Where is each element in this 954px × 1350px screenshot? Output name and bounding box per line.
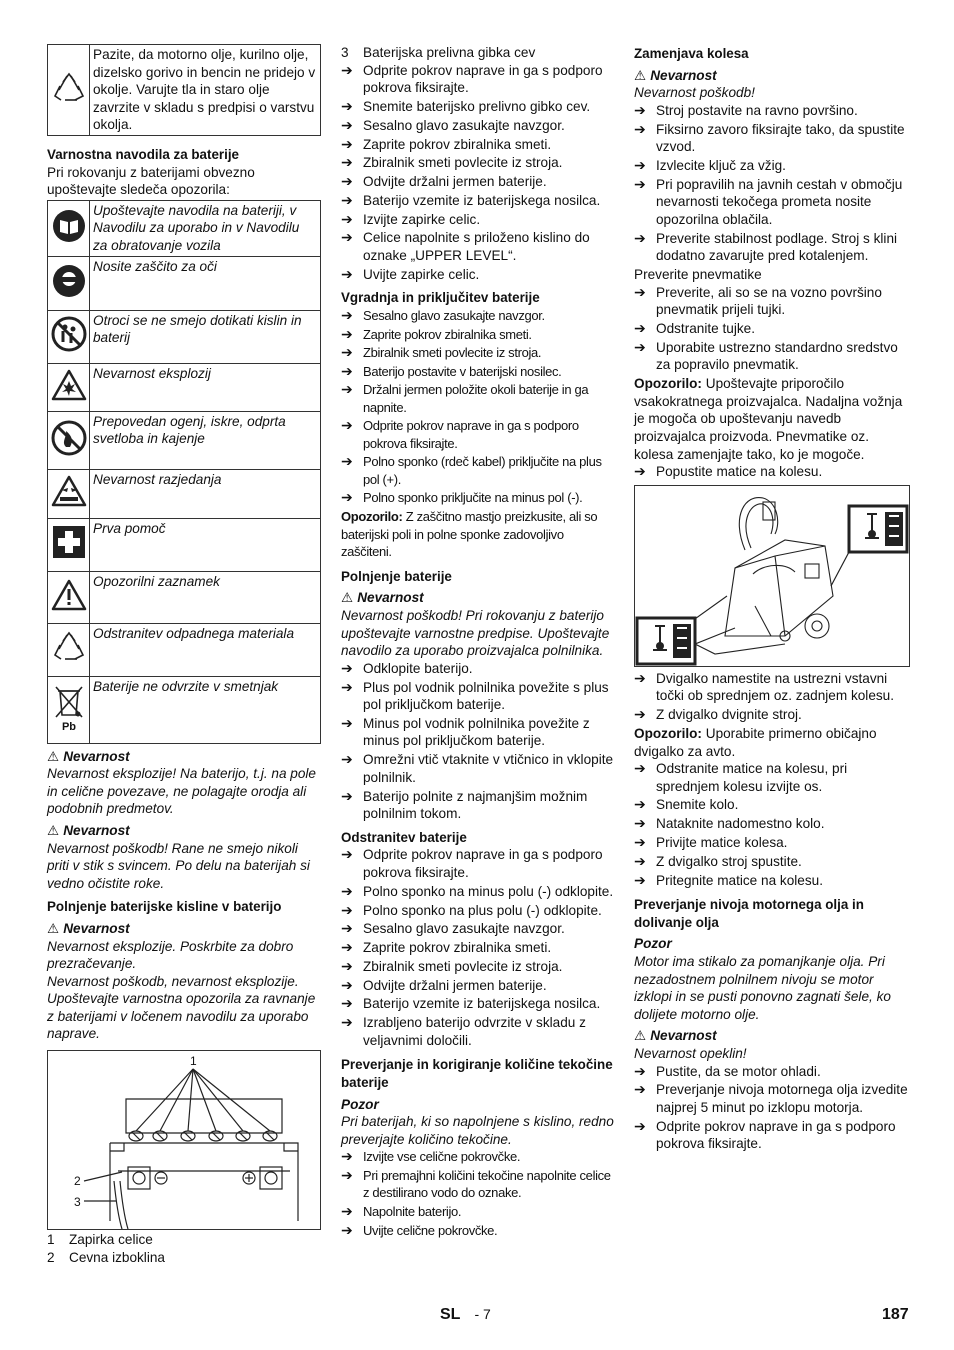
step-item [341,1203,617,1220]
arrow-right-icon: ➔ [634,120,646,137]
arrow-right-icon: ➔ [341,995,353,1012]
step-item [341,62,617,97]
step-item [634,1118,910,1153]
arrow-right-icon: ➔ [341,61,353,78]
arrow-right-icon: ➔ [341,453,353,470]
symbol-row [48,363,321,411]
warning-label: ⚠ Nevarnost [634,67,717,83]
symbol-text: Nosite zaščito za oči [90,256,321,310]
step-item [341,1148,617,1165]
arrow-right-icon: ➔ [341,489,353,506]
footer-language: SL - 7 [440,1306,491,1323]
caution-label: Pozor [341,1096,379,1112]
step-text: Pri premajhni količini tekočine napolnite celice z destilirano vodo do oznake. [363,1168,611,1201]
figure-label-2: 2 [74,1174,81,1189]
corrosion-hazard-icon [51,475,87,507]
step-item [634,121,910,156]
step-text: Zbiralnik smeti povlecite iz stroja. [363,958,563,974]
step-item [634,102,910,120]
step-item [634,706,910,724]
arrow-right-icon: ➔ [634,320,646,337]
step-item [341,1222,617,1239]
step-item [341,344,617,361]
step-text: Uvijte zapirke celic. [363,266,480,282]
symbol-text: Baterije ne odvrzite v smetnjak [90,676,321,743]
step-text: Baterijo vzemite iz baterijskega nosilca. [363,996,601,1012]
first-aid-icon [52,525,86,559]
step-text: Odstranite matice na kolesu, pri sprednjem kolesu izvijte os. [656,761,848,794]
step-item [634,320,910,338]
arrow-right-icon: ➔ [341,976,353,993]
no-fire-icon [51,420,87,456]
step-item [341,211,617,229]
column-middle [341,44,617,1240]
step-item [341,846,617,881]
arrow-right-icon: ➔ [634,834,646,851]
step-item [341,453,617,488]
recycle-note-table [47,44,321,136]
arrow-right-icon: ➔ [341,751,353,768]
charging-heading: Polnjenje baterije [341,568,452,584]
step-item [634,463,910,481]
step-item [341,381,617,416]
step-text: Napolnite baterijo. [363,1204,462,1219]
step-item [634,284,910,319]
symbol-text: Odstranitev odpadnega materiala [90,623,321,676]
symbol-icon-cell [48,518,90,571]
step-item [341,977,617,995]
symbol-icon-cell [48,363,90,411]
warning-label: ⚠ Nevarnost [47,748,130,764]
arrow-right-icon: ➔ [341,191,353,208]
arrow-right-icon: ➔ [341,265,353,282]
step-text: Držalni jermen položite okoli baterije in ga napnite. [363,382,589,415]
arrow-right-icon: ➔ [341,97,353,114]
legend-item: 3 Baterijska prelivna gibka cev [341,45,536,60]
symbol-icon-cell [48,623,90,676]
step-text: Zbiralnik smeti povlecite iz stroja. [363,155,563,171]
step-item [634,760,910,795]
battery-drawing [48,1051,320,1229]
arrow-right-icon: ➔ [634,1062,646,1079]
step-text: Odprite pokrov naprave in ga s podporo pokrova fiksirajte. [363,847,603,880]
warning-text: Nevarnost eksplozije! Na baterijo, t.j. na pole in celične povezave, ne polagajte orodja ali podobnih predmetov. [47,766,316,817]
battery-figure [47,1050,321,1230]
step-text: Plus pol vodnik polnilnika povežite s plus pol priključkom baterije. [363,679,609,713]
recycle-icon [51,70,87,106]
arrow-right-icon: ➔ [341,787,353,804]
arrow-right-icon: ➔ [634,1081,646,1098]
step-text: Z dvigalko dvignite stroj. [656,707,802,723]
symbol-text: Otroci se ne smejo dotikati kislin in baterij [90,310,321,363]
warning-label: ⚠ Nevarnost [47,822,130,838]
symbol-row [48,469,321,518]
step-text: Preverjanje nivoja motornega olja izvedite najprej 5 minut po izklopu motorja. [656,1082,908,1115]
step-item [634,670,910,705]
step-item [634,176,910,229]
symbol-icon-cell [48,411,90,469]
step-item [341,117,617,135]
figure-label-3: 3 [74,1195,81,1210]
symbol-row [48,623,321,676]
legend-item: 2 Cevna izboklina [47,1249,165,1265]
step-item [341,417,617,452]
step-item [341,902,617,920]
arrow-right-icon: ➔ [341,381,353,398]
footer-page-number: 187 [882,1306,909,1323]
warning-label: ⚠ Nevarnost [634,1028,717,1044]
step-item [341,660,617,678]
arrow-right-icon: ➔ [341,1203,353,1219]
arrow-right-icon: ➔ [634,229,646,246]
symbol-row [48,518,321,571]
fill-acid-heading: Polnjenje baterijske kisline v baterijo [47,899,282,915]
arrow-right-icon: ➔ [634,1117,646,1134]
remove-battery-heading: Odstranitev baterije [341,829,467,845]
no-children-icon [51,316,87,352]
step-text: Dvigalko namestite na ustrezni vstavni točki ob sprednjem oz. zadnjem kolesu. [656,670,895,704]
figure-legend-continued [341,44,617,62]
step-item [341,307,617,324]
warning-text: Nevarnost poškodb, nevarnost eksplozije. Upoštevajte varnostna opozorila za ravnanje z baterijami v ločenem navodilu za uporabo naprave. [47,973,316,1042]
step-text: Izvlecite ključ za vžig. [656,157,786,173]
arrow-right-icon: ➔ [634,871,646,888]
symbol-text: Nevarnost eksplozij [90,363,321,411]
warning-icon [51,579,87,611]
step-text: Minus pol vodnik polnilnika povežite z minus pol priključkom baterije. [363,715,590,749]
step-list [634,102,910,265]
no-trash-bin-icon [51,681,87,733]
step-item [341,958,617,976]
arrow-right-icon: ➔ [341,920,353,937]
arrow-right-icon: ➔ [341,135,353,152]
arrow-right-icon: ➔ [341,229,353,246]
arrow-right-icon: ➔ [634,101,646,118]
arrow-right-icon: ➔ [341,714,353,731]
arrow-right-icon: ➔ [634,283,646,300]
arrow-right-icon: ➔ [341,1221,353,1238]
step-text: Z dvigalko stroj spustite. [656,853,802,869]
battery-safety-heading: Varnostna navodila za baterije [47,147,239,162]
step-list [634,463,910,481]
arrow-right-icon: ➔ [341,957,353,974]
recycle-note-icon-cell [48,45,90,136]
step-text: Preverite, ali so se na vozno površino pnevmatik prijeli tujki. [656,284,882,318]
arrow-right-icon: ➔ [341,417,353,434]
caution-label: Pozor [634,936,672,952]
recycle-note-text: Pazite, da motorno olje, kurilno olje, dizelsko gorivo in bencin ne pridejo v okolje. Varujte tla in staro olje zavrzite v skladu s predpisi o varstvu okolja. [90,45,321,136]
step-list [634,670,910,724]
symbol-row [48,310,321,363]
step-text: Fiksirno zavoro fiksirajte tako, da spustite vzvod. [656,121,905,155]
step-item [341,266,617,284]
step-text: Baterijo postavite v baterijski nosilec. [363,363,562,379]
step-item [341,995,617,1013]
step-text: Odprite pokrov naprave in ga s podporo pokrova fiksirajte. [656,1118,896,1152]
arrow-right-icon: ➔ [341,678,353,695]
step-text: Snemite kolo. [656,797,739,813]
arrow-right-icon: ➔ [634,760,646,777]
step-text: Popustite matice na kolesu. [656,464,823,480]
step-text: Izvijte vse celične pokrovčke. [363,1149,521,1165]
step-item [634,834,910,852]
step-text: Sesalno glavo zasukajte navzgor. [363,308,545,323]
step-item [634,1063,910,1081]
arrow-right-icon: ➔ [341,1014,353,1031]
jack-point-inset-bottom [637,618,695,664]
symbol-text: Prva pomoč [90,518,321,571]
step-text: Polno sponko na plus polu (-) odklopite. [363,902,602,918]
step-item [634,339,910,374]
arrow-right-icon: ➔ [634,815,646,832]
arrow-right-icon: ➔ [341,882,353,899]
arrow-right-icon: ➔ [341,173,353,190]
arrow-right-icon: ➔ [341,210,353,227]
step-text: Odstranite tujke. [656,321,755,337]
step-item [341,154,617,172]
step-text: Omrežni vtič vtaknite v vtičnico in vklopite polnilnik. [363,752,614,785]
arrow-right-icon: ➔ [341,344,353,361]
machine-jack-figure [634,485,910,667]
step-item [341,136,617,154]
arrow-right-icon: ➔ [341,154,353,171]
step-item [341,173,617,191]
caution-text: Motor ima stikalo za pomanjkanje olja. Pri nezadostnem polnilnem nivoju se motor izklopi in se pusti ponovno zagnati šele, ko dolijete motorno olje. [634,953,891,1022]
recycle-icon [51,629,87,665]
step-item [341,192,617,210]
symbol-text: Nevarnost razjedanja [90,469,321,518]
step-item [341,715,617,750]
step-item [341,326,617,343]
step-list [341,660,617,823]
column-right [634,44,910,1154]
arrow-right-icon: ➔ [634,175,646,192]
step-text: Izrabljeno baterijo odvrzite v skladu z veljavnimi določili. [363,1015,586,1048]
column-left [47,44,321,1266]
step-text: Uvijte celične pokrovčke. [363,1222,498,1238]
symbol-row [48,676,321,743]
footer-page-local: - 7 [474,1306,491,1322]
arrow-right-icon: ➔ [341,362,353,379]
step-item [341,679,617,714]
step-item [341,920,617,938]
symbol-row [48,571,321,623]
step-text: Odprite pokrov naprave in ga s podporo pokrova fiksirajte. [363,62,603,96]
eye-protection-icon [52,264,86,298]
step-text: Snemite baterijsko prelivno gibko cev. [363,98,591,114]
symbol-icon-cell [48,200,90,256]
warning-text: Nevarnost opeklin! [634,1045,747,1061]
symbol-icon-cell [48,469,90,518]
arrow-right-icon: ➔ [341,1167,353,1183]
step-text: Uporabite ustrezno standardno sredstvo za popravilo pnevmatik. [656,339,898,373]
warning-text: Nevarnost eksplozije. Poskrbite za dobro prezračevanje. [47,938,294,972]
legend-item: 1 Zapirka celice [47,1232,153,1248]
wheel-change-heading: Zamenjava kolesa [634,46,749,61]
step-item [634,853,910,871]
step-item [341,1167,617,1202]
step-item [341,883,617,901]
step-text: Odvijte držalni jermen baterije. [363,977,547,993]
arrow-right-icon: ➔ [341,325,353,342]
arrow-right-icon: ➔ [341,1148,353,1165]
step-text: Polno sponko na minus polu (-) odklopite. [363,883,614,899]
step-text: Pri popravilih na javnih cestah v območju nevarnosti tekočega prometa nosite opozorilna oblačila. [656,176,903,227]
arrow-right-icon: ➔ [634,463,646,480]
step-item [634,230,910,265]
figure-label-1: 1 [190,1054,197,1069]
warning-label: ⚠ Nevarnost [341,590,424,606]
step-item [341,363,617,380]
machine-drawing [635,486,909,666]
step-text: Baterijo polnite z najmanjšim možnim polnilnim tokom. [363,788,588,822]
arrow-right-icon: ➔ [634,706,646,723]
battery-symbol-table [47,200,321,744]
step-item [634,872,910,890]
warning-label: ⚠ Nevarnost [47,920,130,936]
step-item [634,157,910,175]
arrow-right-icon: ➔ [341,846,353,863]
caution-text: Pri baterijah, ki so napolnjene s kislino, redno preverjajte količino tekočine. [341,1114,614,1147]
step-text: Zaprite pokrov zbiralnika smeti. [363,940,552,956]
step-text: Polno sponko (rdeč kabel) priključite na plus pol (+). [363,454,602,487]
step-text: Zaprite pokrov zbiralnika smeti. [363,136,552,152]
step-item [634,815,910,833]
symbol-text: Prepovedan ogenj, iskre, odprta svetloba in kajenje [90,411,321,469]
note: Opozorilo: Z zaščitno mastjo preizkusite, ali so baterijski poli in polne sponke zadovoljivo zaščiteni. [341,508,598,560]
step-text: Odprite pokrov naprave in ga s podporo pokrova fiksirajte. [363,418,579,451]
step-item [341,788,617,823]
step-text: Sesalno glavo zasukajte navzgor. [363,117,565,133]
tyres-label: Preverite pnevmatike [634,267,762,283]
step-list [341,62,617,284]
step-text: Celice napolnite s priloženo kislino do oznake „UPPER LEVEL“. [363,230,590,264]
arrow-right-icon: ➔ [634,669,646,686]
step-text: Preverite stabilnost podlage. Stroj s klini dodatno zavarujte pred kotalenjem. [656,230,898,264]
battery-safety-intro: Pri rokovanju z baterijami obvezno upoštevajte sledeča opozorila: [47,164,255,198]
warning-text: Nevarnost poškodb! Pri rokovanju z baterijo upoštevajte varnostne predpise. Upoštevajte navodilo za uporabo proizvajalca polnilnika. [341,607,610,659]
step-item [341,939,617,957]
step-text: Izvijte zapirke celic. [363,211,481,227]
arrow-right-icon: ➔ [634,796,646,813]
step-item [341,489,617,506]
arrow-right-icon: ➔ [341,659,353,676]
step-list [341,1148,617,1239]
arrow-right-icon: ➔ [634,852,646,869]
step-text: Pritegnite matice na kolesu. [656,872,823,888]
step-list [634,760,910,889]
jack-point-inset-top [831,506,907,586]
note: Opozorilo: Upoštevajte priporočilo vsakokratnega proizvajalca. Nadaljna vožnja je mogoča ob upoštevanju navedb proizvajalca proizvoda. Pnevmatike oz. kolesa zamenjajte tako, ko je mogoče. [634,376,903,462]
arrow-right-icon: ➔ [341,116,353,133]
symbol-row [48,411,321,469]
note: Opozorilo: Uporabite primerno običajno dvigalko za avto. [634,725,877,759]
step-list [634,1063,910,1153]
step-text: Zbiralnik smeti povlecite iz stroja. [363,345,542,361]
step-text: Pustite, da se motor ohladi. [656,1063,821,1079]
symbol-row [48,256,321,310]
step-text: Baterijo vzemite iz baterijskega nosilca. [363,192,601,208]
step-text: Privijte matice kolesa. [656,835,788,851]
warning-text: Nevarnost poškodb! [634,85,755,101]
icon-label-pb: Pb [61,721,76,734]
symbol-icon-cell [48,571,90,623]
step-text: Odklopite baterijo. [363,660,473,676]
step-text: Sesalno glavo zasukajte navzgor. [363,921,565,937]
figure-legend [47,1231,321,1266]
step-item [341,1014,617,1049]
step-item [634,1081,910,1116]
step-text: Zaprite pokrov zbiralnika smeti. [363,326,532,342]
explosion-hazard-icon [51,369,87,401]
oil-level-heading: Preverjanje nivoja motornega olja in dolivanje olja [634,897,864,930]
step-item [341,751,617,786]
symbol-icon-cell [48,256,90,310]
step-list [634,284,910,374]
step-text: Nataknite nadomestno kolo. [656,816,825,832]
warning-text: Nevarnost poškodb! Rane ne smejo nikoli priti v stik s svincem. Po delu na baterijah si vedno očistite roke. [47,840,310,891]
step-item [341,98,617,116]
step-text: Stroj postavite na ravno površino. [656,102,858,118]
symbol-icon-cell [48,310,90,363]
arrow-right-icon: ➔ [341,901,353,918]
step-list [341,307,617,507]
arrow-right-icon: ➔ [634,338,646,355]
step-item [341,229,617,264]
arrow-right-icon: ➔ [341,307,353,323]
step-item [634,796,910,814]
symbol-icon-cell [48,676,90,743]
step-list [341,846,617,1049]
step-text: Polno sponko priključite na minus pol (-). [363,490,583,506]
arrow-right-icon: ➔ [341,939,353,956]
symbol-text: Opozorilni zaznamek [90,571,321,623]
read-manual-icon [52,209,86,243]
symbol-text: Upoštevajte navodila na bateriji, v Navodilu za uporabo in v Navodilu za obratovanje vozila [90,200,321,256]
arrow-right-icon: ➔ [634,156,646,173]
check-fluid-heading: Preverjanje in korigiranje količine tekočine baterije [341,1057,613,1091]
symbol-row [48,200,321,256]
install-battery-heading: Vgradnja in priključitev baterije [341,290,540,306]
step-text: Odvijte držalni jermen baterije. [363,174,547,190]
